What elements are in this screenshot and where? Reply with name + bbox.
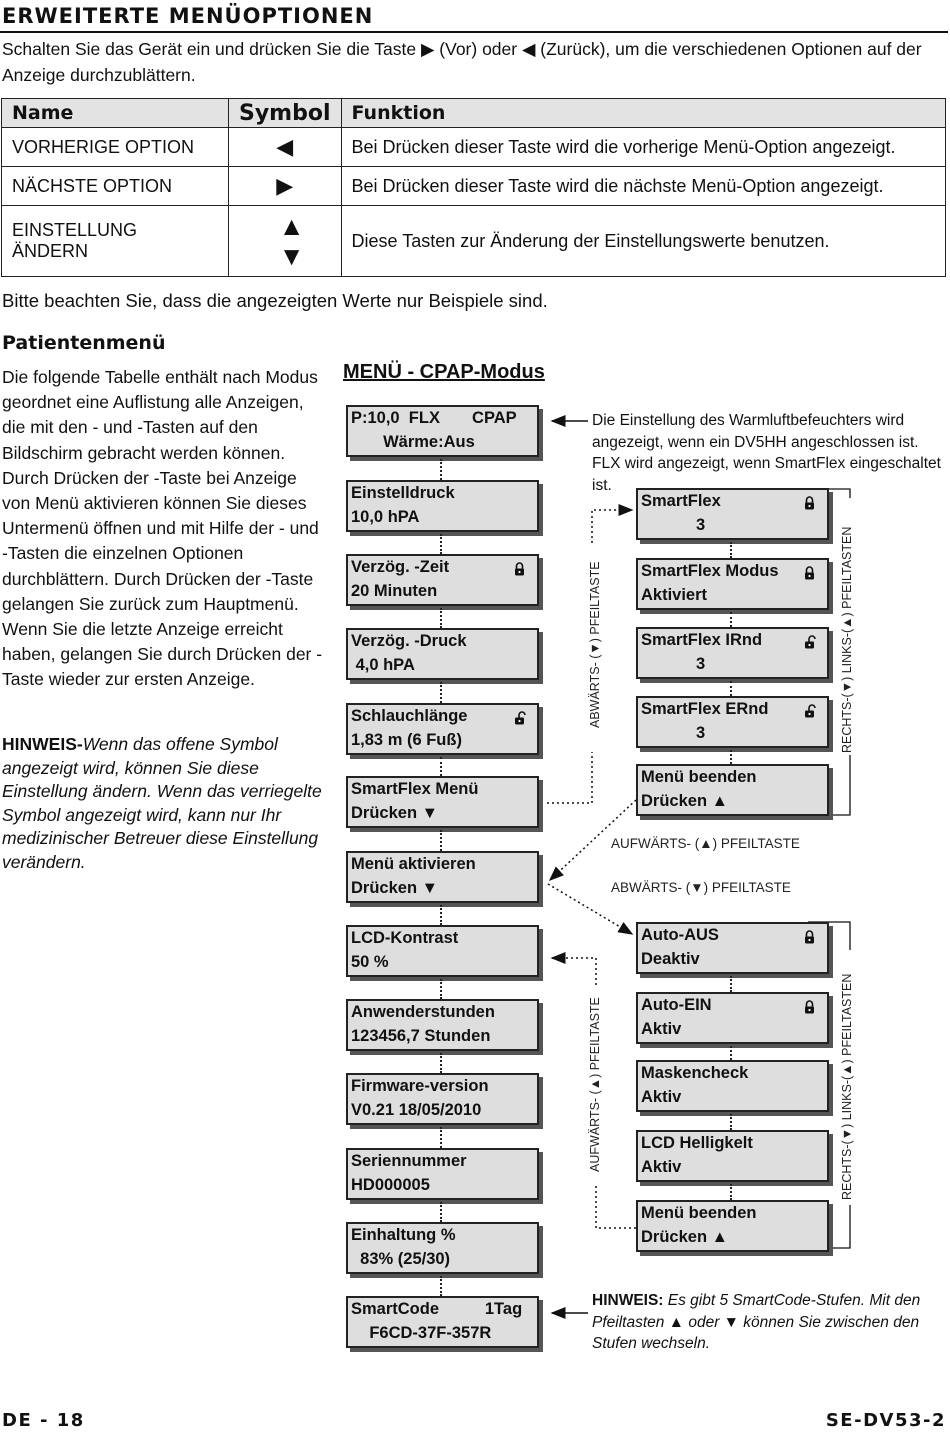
lcd-line-1: Schlauchlänge [351,707,468,725]
aufwaerts-mid-label: AUFWÄRTS- (▲) PFEILTASTE [611,836,800,851]
dotted-connector [730,542,732,558]
menu-title: MENÜ - CPAP-Modus [343,361,545,383]
lcd-screen [346,776,539,828]
lock-open-icon [803,633,813,645]
hinweis-label: HINWEIS- [2,734,83,754]
lcd-line-1: Menü aktivieren [351,855,476,873]
row-name: EINSTELLUNG ÄNDERN [2,206,229,277]
dotted-connector [440,682,442,703]
dotted-connector [730,612,732,627]
section-title: Patientenmenü [2,332,166,354]
lcd-screen [346,554,539,606]
lcd-line-1: SmartFlex IRnd [641,631,763,649]
row-funktion: Diese Tasten zur Änderung der Einstellungswerte benutzen. [341,206,945,277]
rechts-links-label-2: RECHTS-(▼) LINKS-(▲) PFEILTASTEN [840,973,854,1200]
rechts-links-label-1: RECHTS-(▼) LINKS-(▲) PFEILTASTEN [840,526,854,753]
lcd-line-2: 3 [641,515,706,534]
lcd-line-2: 123456,7 Stunden [351,1026,491,1045]
lcd-screen [346,999,539,1051]
lcd-screen [636,764,829,816]
lock-closed-icon [803,564,813,576]
lcd-screen [346,925,539,977]
dotted-connector [730,1046,732,1060]
lcd-line-1: SmartFlex [641,492,721,510]
lcd-line-2: V0.21 18/05/2010 [351,1100,482,1119]
lcd-line-1: SmartFlex ERnd [641,700,769,718]
lcd-screen [636,627,829,679]
lcd-line-1: Auto-AUS [641,926,719,944]
lcd-line-1: LCD Helligkelt [641,1134,753,1152]
lcd-line-2: Aktiviert [641,585,708,604]
lcd-line-2: Drücken ▲ [641,1227,728,1246]
lcd-screen [346,1073,539,1125]
page-number: DE - 18 [2,1410,85,1431]
lcd-line-1: Verzög. -Druck [351,632,467,650]
row-name: VORHERIGE OPTION [2,128,229,167]
heater-callout: Die Einstellung des Warmluftbefeuchters wird angezeigt, wenn ein DV5HH angeschlossen ist. FLX wird angezeigt, wenn SmartFlex eingeschaltet ist. [592,412,941,494]
page-title: ERWEITERTE MENÜOPTIONEN [2,4,374,28]
lcd-line-2: Aktiv [641,1157,682,1176]
lcd-line-2: Wärme:Aus [351,432,475,451]
lcd-line-2: Aktiv [641,1087,682,1106]
abwaerts-vertical-label: ABWÄRTS- (▼) PFEILTASTE [588,561,602,728]
lcd-line-1: Firmware-version [351,1077,489,1095]
smartcode-callout-label: HINWEIS: [592,1292,664,1309]
dotted-connector [440,1202,442,1222]
lcd-line-2: Deaktiv [641,949,700,968]
lcd-screen [636,558,829,610]
row-funktion: Bei Drücken dieser Taste wird die nächste Menü-Option angezeigt. [341,167,945,206]
lcd-line-2: 83% (25/30) [351,1249,451,1268]
dotted-connector [440,608,442,628]
lcd-screen [346,628,539,680]
lcd-screen [346,1222,539,1274]
lcd-line-2: 10,0 hPA [351,507,420,526]
lcd-line-1: Maskencheck [641,1064,749,1082]
lcd-line-2: 1,83 m (6 Fuß) [351,730,462,749]
lcd-line-2: Drücken ▼ [351,878,438,897]
lock-open-icon [803,702,813,714]
dotted-connector [440,534,442,554]
row-funktion: Bei Drücken dieser Taste wird die vorherige Menü-Option angezeigt. [341,128,945,167]
values-note: Bitte beachten Sie, dass die angezeigten Werte nur Beispiele sind. [2,290,548,311]
dotted-connector [440,1053,442,1073]
lcd-screen [346,703,539,755]
dotted-connector [730,681,732,696]
dotted-connector [440,830,442,851]
lcd-line-2: 20 Minuten [351,581,438,600]
table-header-name: Name [2,99,229,128]
lcd-screen [636,992,829,1044]
lcd-line-2: HD000005 [351,1175,430,1194]
lcd-line-2: 50 % [351,952,389,971]
lcd-line-2: 3 [641,723,706,742]
lcd-line-1: SmartCode 1Tag [351,1300,523,1318]
aufwaerts-vertical-label: AUFWÄRTS- (▲) PFEILTASTE [588,997,602,1172]
lcd-line-2: 4,0 hPA [351,655,415,674]
lock-open-icon [513,709,523,721]
lcd-line-2: Drücken ▲ [641,791,728,810]
lcd-line-1: SmartFlex Menü [351,780,479,798]
dotted-connector [440,979,442,999]
lcd-screen [346,480,539,532]
lcd-line-1: Verzög. -Zeit [351,558,450,576]
dotted-connector [730,1114,732,1130]
lock-closed-icon [803,998,813,1010]
document-code: SE-DV53-2 [825,1410,946,1431]
lcd-line-1: Anwenderstunden [351,1003,495,1021]
dotted-connector [440,757,442,776]
lcd-line-2: 3 [641,654,706,673]
lcd-screen [346,1148,539,1200]
lock-closed-icon [803,928,813,940]
table-header-funktion: Funktion [341,99,945,128]
lcd-screen [636,1130,829,1182]
lcd-line-2: F6CD-37F-357R [351,1323,492,1342]
lcd-line-1: Menü beenden [641,1204,757,1222]
dotted-connector [730,976,732,992]
lcd-screen [346,405,539,457]
body-paragraph: Die folgende Tabelle enthält nach Modus geordnet eine Auflistung alle Anzeigen, die mit den - und -Tasten auf den Bildschirm gebracht werden können. Durch Drücken der -Taste bei Anzeige von Menü aktivieren können Sie dieses Untermenü öffnen und mit Hilfe der - und -Tasten die einzelnen Optionen durchblättern. Durch Drücken der -Taste gelangen Sie zurück zum Hauptmenü. Wenn Sie die letzte Anzeige erreicht haben, gelangen Sie durch Drücken der -Taste wieder zur ersten Anzeige. [2,367,323,690]
lcd-screen [346,1296,539,1348]
lcd-screen [636,922,829,974]
smartcode-callout [592,1290,942,1355]
lcd-screen [346,851,539,903]
lcd-line-2: Aktiv [641,1019,682,1038]
lcd-line-1: LCD-Kontrast [351,929,459,947]
lcd-line-2: Drücken ▼ [351,803,438,822]
table-header-symbol: Symbol [229,99,342,128]
lcd-screen [636,1060,829,1112]
dotted-connector [730,750,732,764]
lcd-screen [636,1200,829,1252]
row-name: NÄCHSTE OPTION [2,167,229,206]
dotted-connector [440,459,442,480]
lcd-line-1: Seriennummer [351,1152,467,1170]
lcd-line-1: Menü beenden [641,768,757,786]
hinweis-text: Wenn das offene Symbol angezeigt wird, können Sie diese Einstellung ändern. Wenn das verriegelte Symbol angezeigt wird, kann nur Ihr medizinischer Betreuer diese Einstellung verändern. [2,734,322,872]
lock-closed-icon [513,560,523,572]
lcd-line-1: SmartFlex Modus [641,562,779,580]
right-arrow-icon: ▶ [229,167,342,206]
abwaerts-mid-label: ABWÄRTS- (▼) PFEILTASTE [611,880,791,895]
lcd-line-1: P:10,0 FLX CPAP [351,409,517,427]
dotted-connector [440,1127,442,1148]
lcd-line-1: Einhaltung % [351,1226,456,1244]
lcd-line-1: Auto-EIN [641,996,712,1014]
left-arrow-icon: ◀ [229,128,342,167]
dotted-connector [440,905,442,925]
dotted-connector [730,1184,732,1200]
dotted-connector [440,1276,442,1296]
intro-paragraph: Schalten Sie das Gerät ein und drücken Sie die Taste ▶ (Vor) oder ◀ (Zurück), um die verschiedenen Optionen auf der Anzeige durchzublättern. [2,39,922,85]
up-down-arrow-icon: ▲▼ [229,206,342,277]
lcd-screen [636,696,829,748]
smartcode-callout-text: Es gibt 5 SmartCode-Stufen. Mit den Pfeiltasten ▲ oder ▼ können Sie zwischen den Stufen wechseln. [592,1292,921,1352]
lcd-line-1: Einstelldruck [351,484,455,502]
